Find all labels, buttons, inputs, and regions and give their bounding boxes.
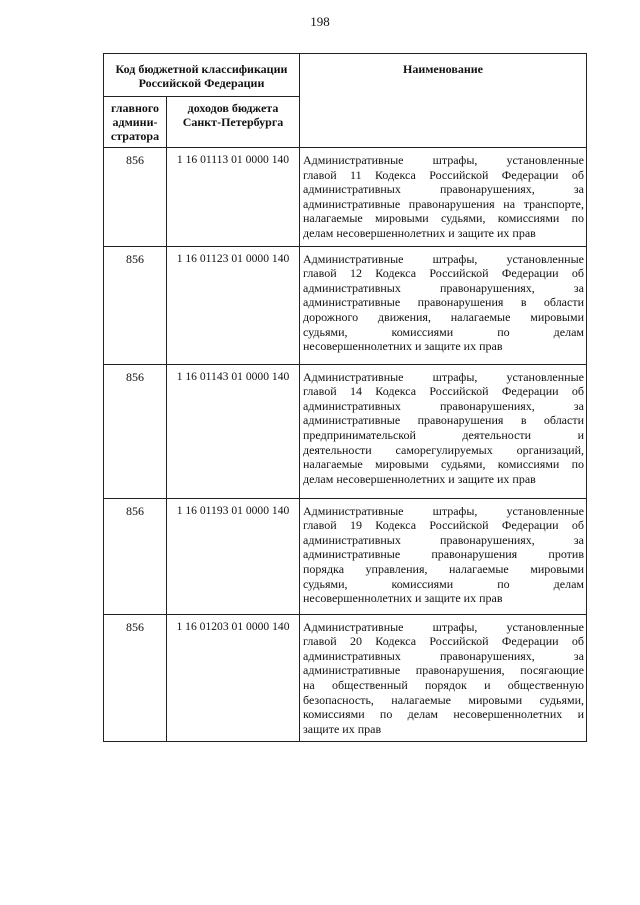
table-row bbox=[104, 614, 587, 742]
description-line: административные правонарушения, посягающие bbox=[303, 663, 584, 678]
description-cell bbox=[300, 148, 587, 247]
description-line: судьями, комиссиями по делам bbox=[303, 324, 584, 339]
table-row bbox=[104, 498, 587, 614]
budget-classification-table bbox=[103, 53, 587, 742]
description-line: несовершеннолетних и защите их прав bbox=[303, 339, 503, 354]
description-cell bbox=[300, 614, 587, 742]
description-line: административных правонарушениях, за bbox=[303, 280, 584, 295]
description-line: деятельности саморегулируемых организаций, bbox=[303, 442, 584, 457]
description-line: главой 14 Кодекса Российской Федерации об bbox=[303, 384, 584, 399]
admin-code-cell: 856 bbox=[104, 246, 167, 364]
table-row bbox=[104, 148, 587, 247]
income-code-cell: 1 16 01113 01 0000 140 bbox=[167, 148, 300, 247]
description-line: порядка управления, налагаемые мировыми bbox=[303, 561, 584, 576]
description-line: налагаемые мировыми судьями, комиссиями по bbox=[303, 457, 584, 472]
page-number: 198 bbox=[310, 14, 330, 29]
description-line: Административные штрафы, установленные bbox=[303, 251, 584, 266]
description-line: главой 20 Кодекса Российской Федерации об bbox=[303, 634, 584, 649]
name-header: Наименование bbox=[300, 54, 587, 148]
description-line: делам несовершеннолетних и защите их прав bbox=[303, 225, 536, 240]
description-line: дорожного движения, налагаемые мировыми bbox=[303, 309, 584, 324]
description-line: главой 12 Кодекса Российской Федерации об bbox=[303, 266, 584, 281]
description-line: административные правонарушения в области bbox=[303, 295, 584, 310]
description-line: несовершеннолетних и защите их прав bbox=[303, 591, 503, 606]
description-line: административные правонарушения в области bbox=[303, 413, 584, 428]
description-line: на общественный порядок и общественную bbox=[303, 677, 584, 692]
description-line: административных правонарушениях, за bbox=[303, 648, 584, 663]
admin-code-cell: 856 bbox=[104, 614, 167, 742]
description-line: судьями, комиссиями по делам bbox=[303, 576, 584, 591]
description-line: Административные штрафы, установленные bbox=[303, 369, 584, 384]
description-line: налагаемые мировыми судьями, комиссиями по bbox=[303, 211, 584, 226]
description-line: административные правонарушения против bbox=[303, 547, 584, 562]
income-code-cell: 1 16 01123 01 0000 140 bbox=[167, 246, 300, 364]
description-line: Административные штрафы, установленные bbox=[303, 153, 584, 167]
income-code-cell: 1 16 01193 01 0000 140 bbox=[167, 498, 300, 614]
code-group-header: Код бюджетной классификации Российской Федерации bbox=[104, 54, 300, 97]
description-cell bbox=[300, 364, 587, 498]
description-line: главой 11 Кодекса Российской Федерации об bbox=[303, 167, 584, 182]
description-line: административных правонарушениях, за bbox=[303, 398, 584, 413]
description-line: административные правонарушения на транспорте, bbox=[303, 196, 584, 211]
description-line: защите их прав bbox=[303, 721, 382, 736]
description-cell bbox=[300, 246, 587, 364]
table-body bbox=[104, 148, 587, 742]
income-code-cell: 1 16 01203 01 0000 140 bbox=[167, 614, 300, 742]
description-line: Административные штрафы, установленные bbox=[303, 619, 584, 634]
income-code-cell: 1 16 01143 01 0000 140 bbox=[167, 364, 300, 498]
description-line: Административные штрафы, установленные bbox=[303, 503, 584, 518]
description-line: делам несовершеннолетних и защите их прав bbox=[303, 471, 536, 486]
description-line: предпринимательской деятельности и bbox=[303, 427, 584, 442]
table-row bbox=[104, 364, 587, 498]
description-line: административных правонарушениях, за bbox=[303, 532, 584, 547]
description-line: комиссиями по делам несовершеннолетних и bbox=[303, 707, 584, 722]
description-cell bbox=[300, 498, 587, 614]
table-row bbox=[104, 246, 587, 364]
income-header: доходов бюджета Санкт-Петербурга bbox=[167, 97, 300, 148]
admin-code-cell: 856 bbox=[104, 148, 167, 247]
admin-code-cell: 856 bbox=[104, 498, 167, 614]
admin-header: главного админи-стратора bbox=[104, 97, 167, 148]
description-line: главой 19 Кодекса Российской Федерации об bbox=[303, 518, 584, 533]
admin-code-cell: 856 bbox=[104, 364, 167, 498]
description-line: административных правонарушениях, за bbox=[303, 182, 584, 197]
description-line: безопасность, налагаемые мировыми судьями, bbox=[303, 692, 584, 707]
header-row bbox=[104, 54, 587, 97]
